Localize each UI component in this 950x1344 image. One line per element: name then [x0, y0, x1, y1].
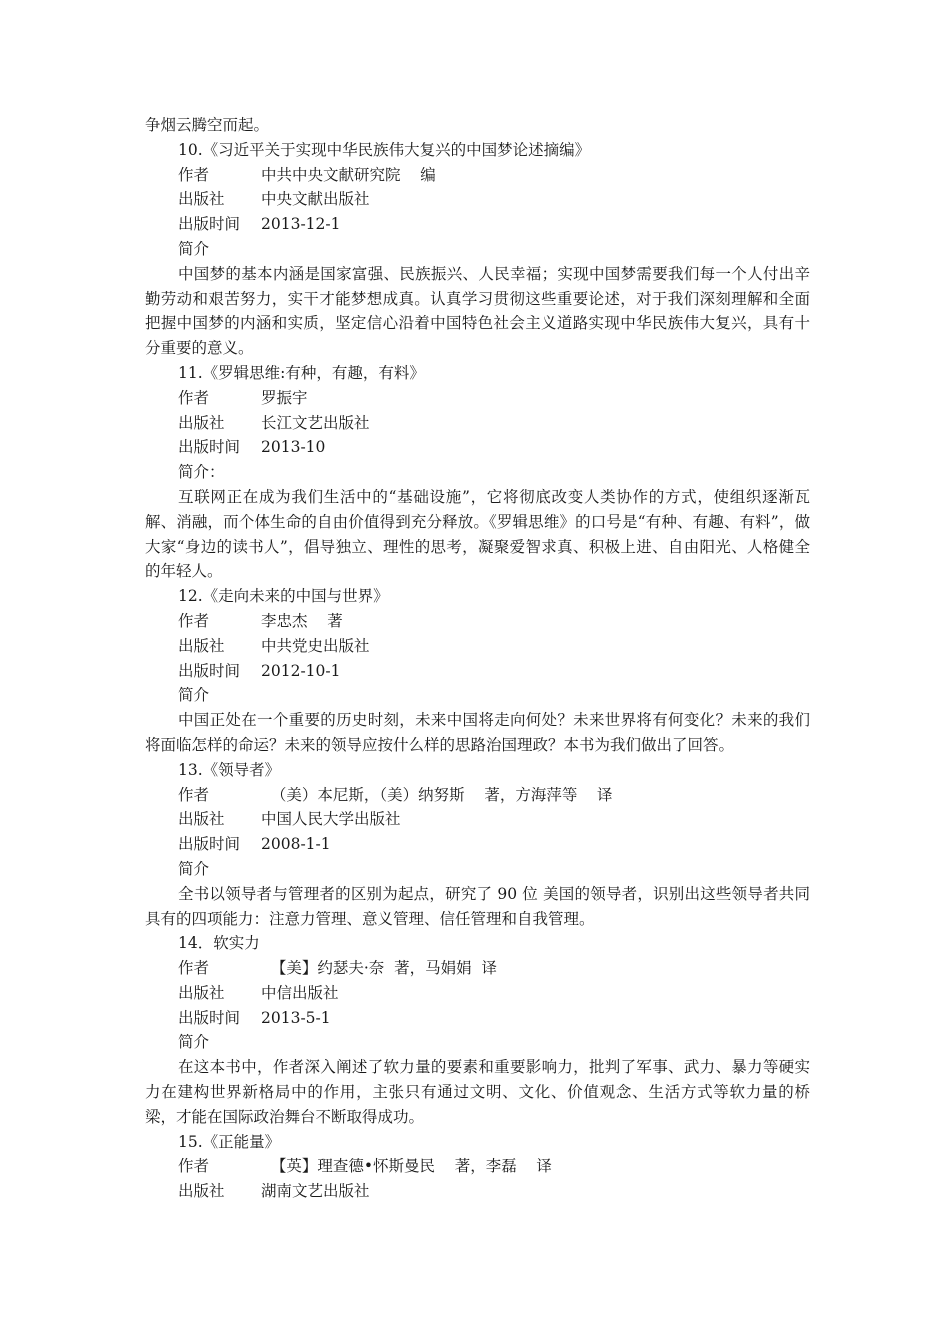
date-label: 出版时间: [178, 1008, 241, 1027]
intro-label: 简介: [178, 859, 210, 878]
author-value: （美）本尼斯，（美）纳努斯 著，方海萍等 译: [261, 785, 613, 804]
author-label: 作者: [178, 959, 210, 978]
intro-text: 中国梦的基本内涵是国家富强、民族振兴、人民幸福；实现中国梦需要我们每一个人付出辛勤劳动和艰苦努力，实干才能梦想成真。认真学习贯彻这些重要论述，对于我们深刻理解和全面把握中国梦的内涵和实质，坚定信心沿着中国特色社会主义道路实现中华民族伟大复兴，具有十分重要的意义。: [145, 264, 810, 358]
date-value: 2012-10-1: [261, 661, 341, 680]
publisher-value: 中央文献出版社: [261, 190, 370, 209]
book-entry: [145, 758, 810, 932]
intro-text: 互联网正在成为我们生活中的“基础设施”，它将彻底改变人类协作的方式，使组织逐渐瓦解、消融，而个体生命的自由价值得到充分释放。《罗辑思维》的口号是“有种、有趣、有料”，做大家“身边的读书人”，倡导独立、理性的思考，凝聚爱智求真、积极上进、自由阳光、人格健全的年轻人。: [145, 487, 810, 581]
author-label: 作者: [178, 611, 210, 630]
author-row: [145, 386, 810, 411]
book-list: [145, 113, 810, 1204]
book-title: 12.《走向未来的中国与世界》: [178, 587, 389, 606]
intro-text: 全书以领导者与管理者的区别为起点，研究了 90 位 美国的领导者，识别出这些领导者共同具有的四项能力：注意力管理、意义管理、信任管理和自我管理。: [145, 884, 810, 928]
publisher-value: 湖南文艺出版社: [261, 1182, 370, 1201]
publisher-value: 中信出版社: [261, 983, 339, 1002]
publisher-row: [145, 981, 810, 1006]
date-value: 2013-12-1: [261, 215, 341, 234]
date-row: [145, 1006, 810, 1031]
author-value: 李忠杰 著: [261, 611, 343, 630]
author-label: 作者: [178, 165, 210, 184]
publisher-label: 出版社: [178, 810, 225, 829]
book-title: 14．软实力: [178, 934, 260, 953]
book-title: 15.《正能量》: [178, 1132, 281, 1151]
date-label: 出版时间: [178, 438, 241, 457]
book-entry: [145, 1130, 810, 1204]
lead-line: 争烟云腾空而起。: [145, 116, 270, 134]
publisher-label: 出版社: [178, 983, 225, 1002]
book-entry: [145, 361, 810, 584]
author-label: 作者: [178, 785, 210, 804]
author-row: [145, 783, 810, 808]
date-row: [145, 212, 810, 237]
author-value: 【英】理查德•怀斯曼民 著，李磊 译: [261, 1157, 552, 1176]
intro-label: 简介：: [178, 463, 225, 482]
intro-label: 简介: [178, 239, 210, 258]
author-value: 中共中央文献研究院 编: [261, 165, 436, 184]
author-row: [145, 956, 810, 981]
publisher-label: 出版社: [178, 1182, 225, 1201]
intro-text: 在这本书中，作者深入阐述了软力量的要素和重要影响力，批判了军事、武力、暴力等硬实力在建构世界新格局中的作用，主张只有通过文明、文化、价值观念、生活方式等软力量的桥梁，才能在国际政治舞台不断取得成功。: [145, 1058, 810, 1126]
publisher-label: 出版社: [178, 413, 225, 432]
date-label: 出版时间: [178, 661, 241, 680]
book-title: 10.《习近平关于实现中华民族伟大复兴的中国梦论述摘编》: [178, 140, 591, 159]
date-label: 出版时间: [178, 215, 241, 234]
publisher-label: 出版社: [178, 636, 225, 655]
date-value: 2008-1-1: [261, 835, 331, 854]
author-row: [145, 163, 810, 188]
publisher-row: [145, 411, 810, 436]
date-value: 2013-10: [261, 438, 326, 457]
book-entry: [145, 138, 810, 361]
book-entry: [145, 584, 810, 758]
book-entry: [145, 931, 810, 1129]
publisher-row: [145, 1179, 810, 1204]
author-value: 【美】约瑟夫·奈 著，马娟娟 译: [261, 959, 497, 978]
publisher-value: 长江文艺出版社: [261, 413, 370, 432]
book-title: 13.《领导者》: [178, 760, 281, 779]
date-label: 出版时间: [178, 835, 241, 854]
publisher-row: [145, 187, 810, 212]
author-row: [145, 609, 810, 634]
intro-text: 中国正处在一个重要的历史时刻，未来中国将走向何处？未来世界将有何变化？未来的我们将面临怎样的命运？未来的领导应按什么样的思路治国理政？本书为我们做出了回答。: [145, 711, 810, 754]
date-row: [145, 659, 810, 684]
book-title: 11.《罗辑思维:有种，有趣，有料》: [178, 363, 425, 382]
publisher-label: 出版社: [178, 190, 225, 209]
date-row: [145, 832, 810, 857]
publisher-value: 中国人民大学出版社: [261, 810, 401, 829]
author-row: [145, 1154, 810, 1179]
date-value: 2013-5-1: [261, 1008, 331, 1027]
intro-label: 简介: [178, 686, 210, 705]
author-value: 罗振宇: [261, 388, 308, 407]
intro-label: 简介: [178, 1033, 210, 1052]
publisher-value: 中共党史出版社: [261, 636, 370, 655]
author-label: 作者: [178, 1157, 210, 1176]
author-label: 作者: [178, 388, 210, 407]
publisher-row: [145, 807, 810, 832]
date-row: [145, 435, 810, 460]
publisher-row: [145, 634, 810, 659]
